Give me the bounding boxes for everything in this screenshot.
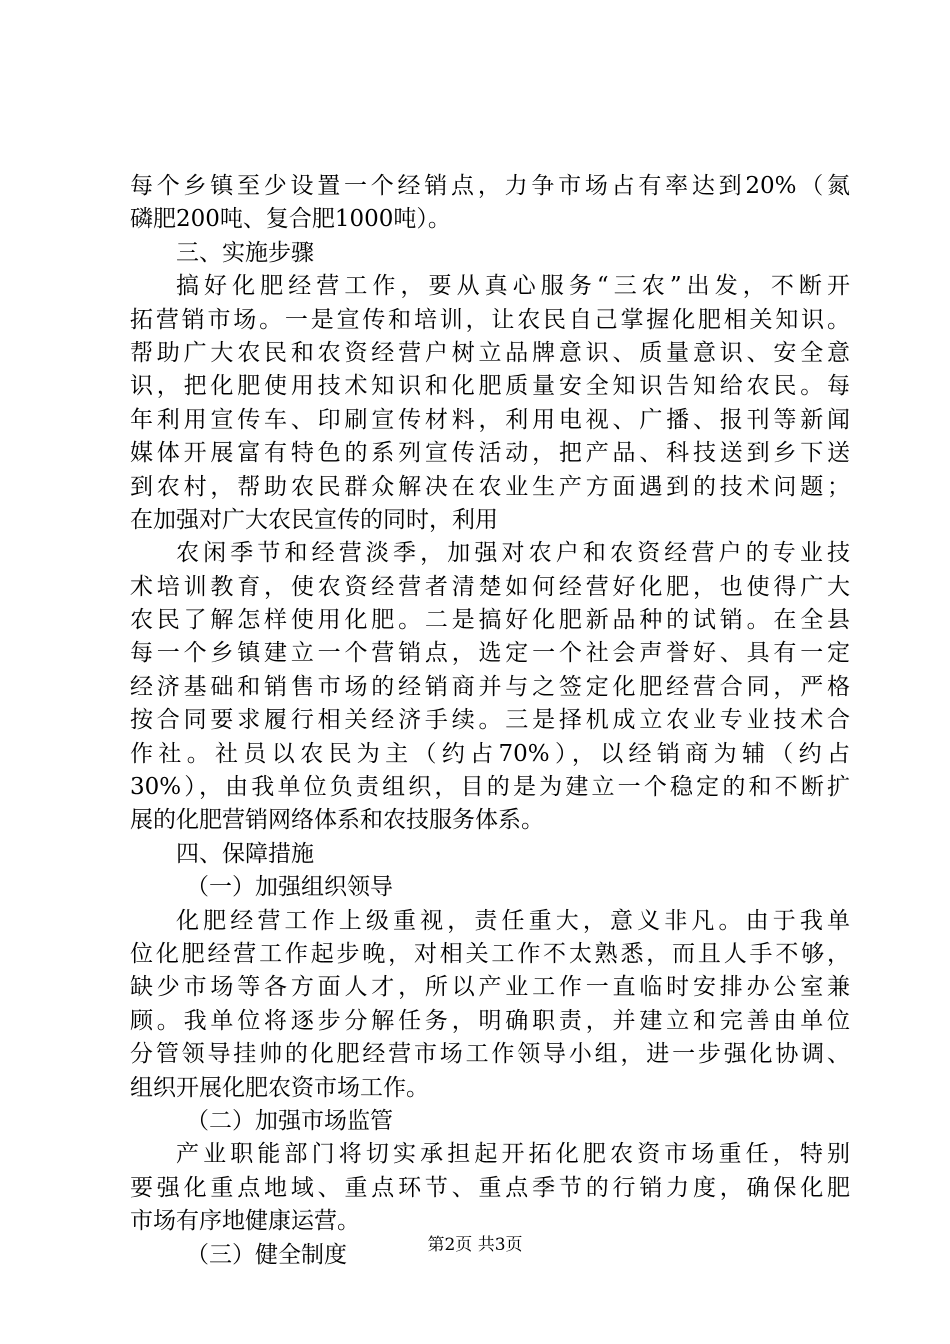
- text-line: 四、保障措施: [176, 840, 314, 867]
- text-line: 化肥经营工作上级重视，责任重大，意义非凡。由于我单: [176, 907, 850, 934]
- text-line: 搞好化肥经营工作，要从真心服务“三农”出发，不断开: [176, 273, 850, 300]
- text-line: 识，把化肥使用技术知识和化肥质量安全知识告知给农民。每: [130, 373, 850, 400]
- text-line: （二）加强市场监管: [186, 1107, 393, 1134]
- text-line: 位化肥经营工作起步晚，对相关工作不太熟悉，而且人手不够，: [130, 940, 850, 967]
- text-line: 每个乡镇至少设置一个经销点，力争市场占有率达到20%（氮: [130, 173, 850, 199]
- text-line: 分管领导挂帅的化肥经营市场工作领导小组，进一步强化协调、: [130, 1041, 850, 1068]
- text-line: 农闲季节和经营淡季，加强对农户和农资经营户的专业技: [176, 540, 850, 567]
- text-line: 顾。我单位将逐步分解任务，明确职责，并建立和完善由单位: [130, 1007, 850, 1034]
- text-line: 帮助广大农民和农资经营户树立品牌意识、质量意识、安全意: [130, 339, 850, 366]
- text-line: 产业职能部门将切实承担起开拓化肥农资市场重任，特别: [176, 1141, 850, 1168]
- text-line: 每一个乡镇建立一个营销点，选定一个社会声誉好、具有一定: [130, 640, 850, 667]
- text-line: 缺少市场等各方面人才，所以产业工作一直临时安排办公室兼: [130, 974, 850, 1001]
- text-line: 要强化重点地域、重点环节、重点季节的行销力度，确保化肥: [130, 1174, 850, 1201]
- text-line: 在加强对广大农民宣传的同时，利用: [130, 506, 498, 533]
- page-footer: 第2页 共3页: [427, 1235, 523, 1255]
- text-line: 按合同要求履行相关经济手续。三是择机成立农业专业技术合: [130, 707, 850, 734]
- body-text: [130, 170, 850, 1272]
- text-line: 30%），由我单位负责组织，目的是为建立一个稳定的和不断扩: [130, 774, 850, 801]
- text-line: 磷肥200吨、复合肥1000吨）。: [130, 206, 451, 233]
- text-line: 年利用宣传车、印刷宣传材料，利用电视、广播、报刊等新闻: [130, 406, 850, 433]
- text-line: （三）健全制度: [186, 1241, 347, 1268]
- text-line: 作社。社员以农民为主（约占70%），以经销商为辅（约占: [130, 740, 850, 767]
- text-line: 经济基础和销售市场的经销商并与之签定化肥经营合同，严格: [130, 673, 850, 700]
- text-line: 组织开展化肥农资市场工作。: [130, 1074, 429, 1101]
- text-line: 农民了解怎样使用化肥。二是搞好化肥新品种的试销。在全县: [130, 607, 850, 634]
- text-line: 三、实施步骤: [176, 239, 314, 266]
- text-line: 市场有序地健康运营。: [130, 1208, 360, 1235]
- text-line: 到农村，帮助农民群众解决在农业生产方面遇到的技术问题；: [130, 473, 850, 500]
- text-line: 媒体开展富有特色的系列宣传活动，把产品、科技送到乡下送: [130, 440, 850, 467]
- text-line: 术培训教育，使农资经营者清楚如何经营好化肥，也使得广大: [130, 573, 850, 600]
- text-line: 拓营销市场。一是宣传和培训，让农民自己掌握化肥相关知识。: [130, 306, 850, 333]
- text-line: （一）加强组织领导: [186, 874, 393, 901]
- text-line: 展的化肥营销网络体系和农技服务体系。: [130, 807, 544, 834]
